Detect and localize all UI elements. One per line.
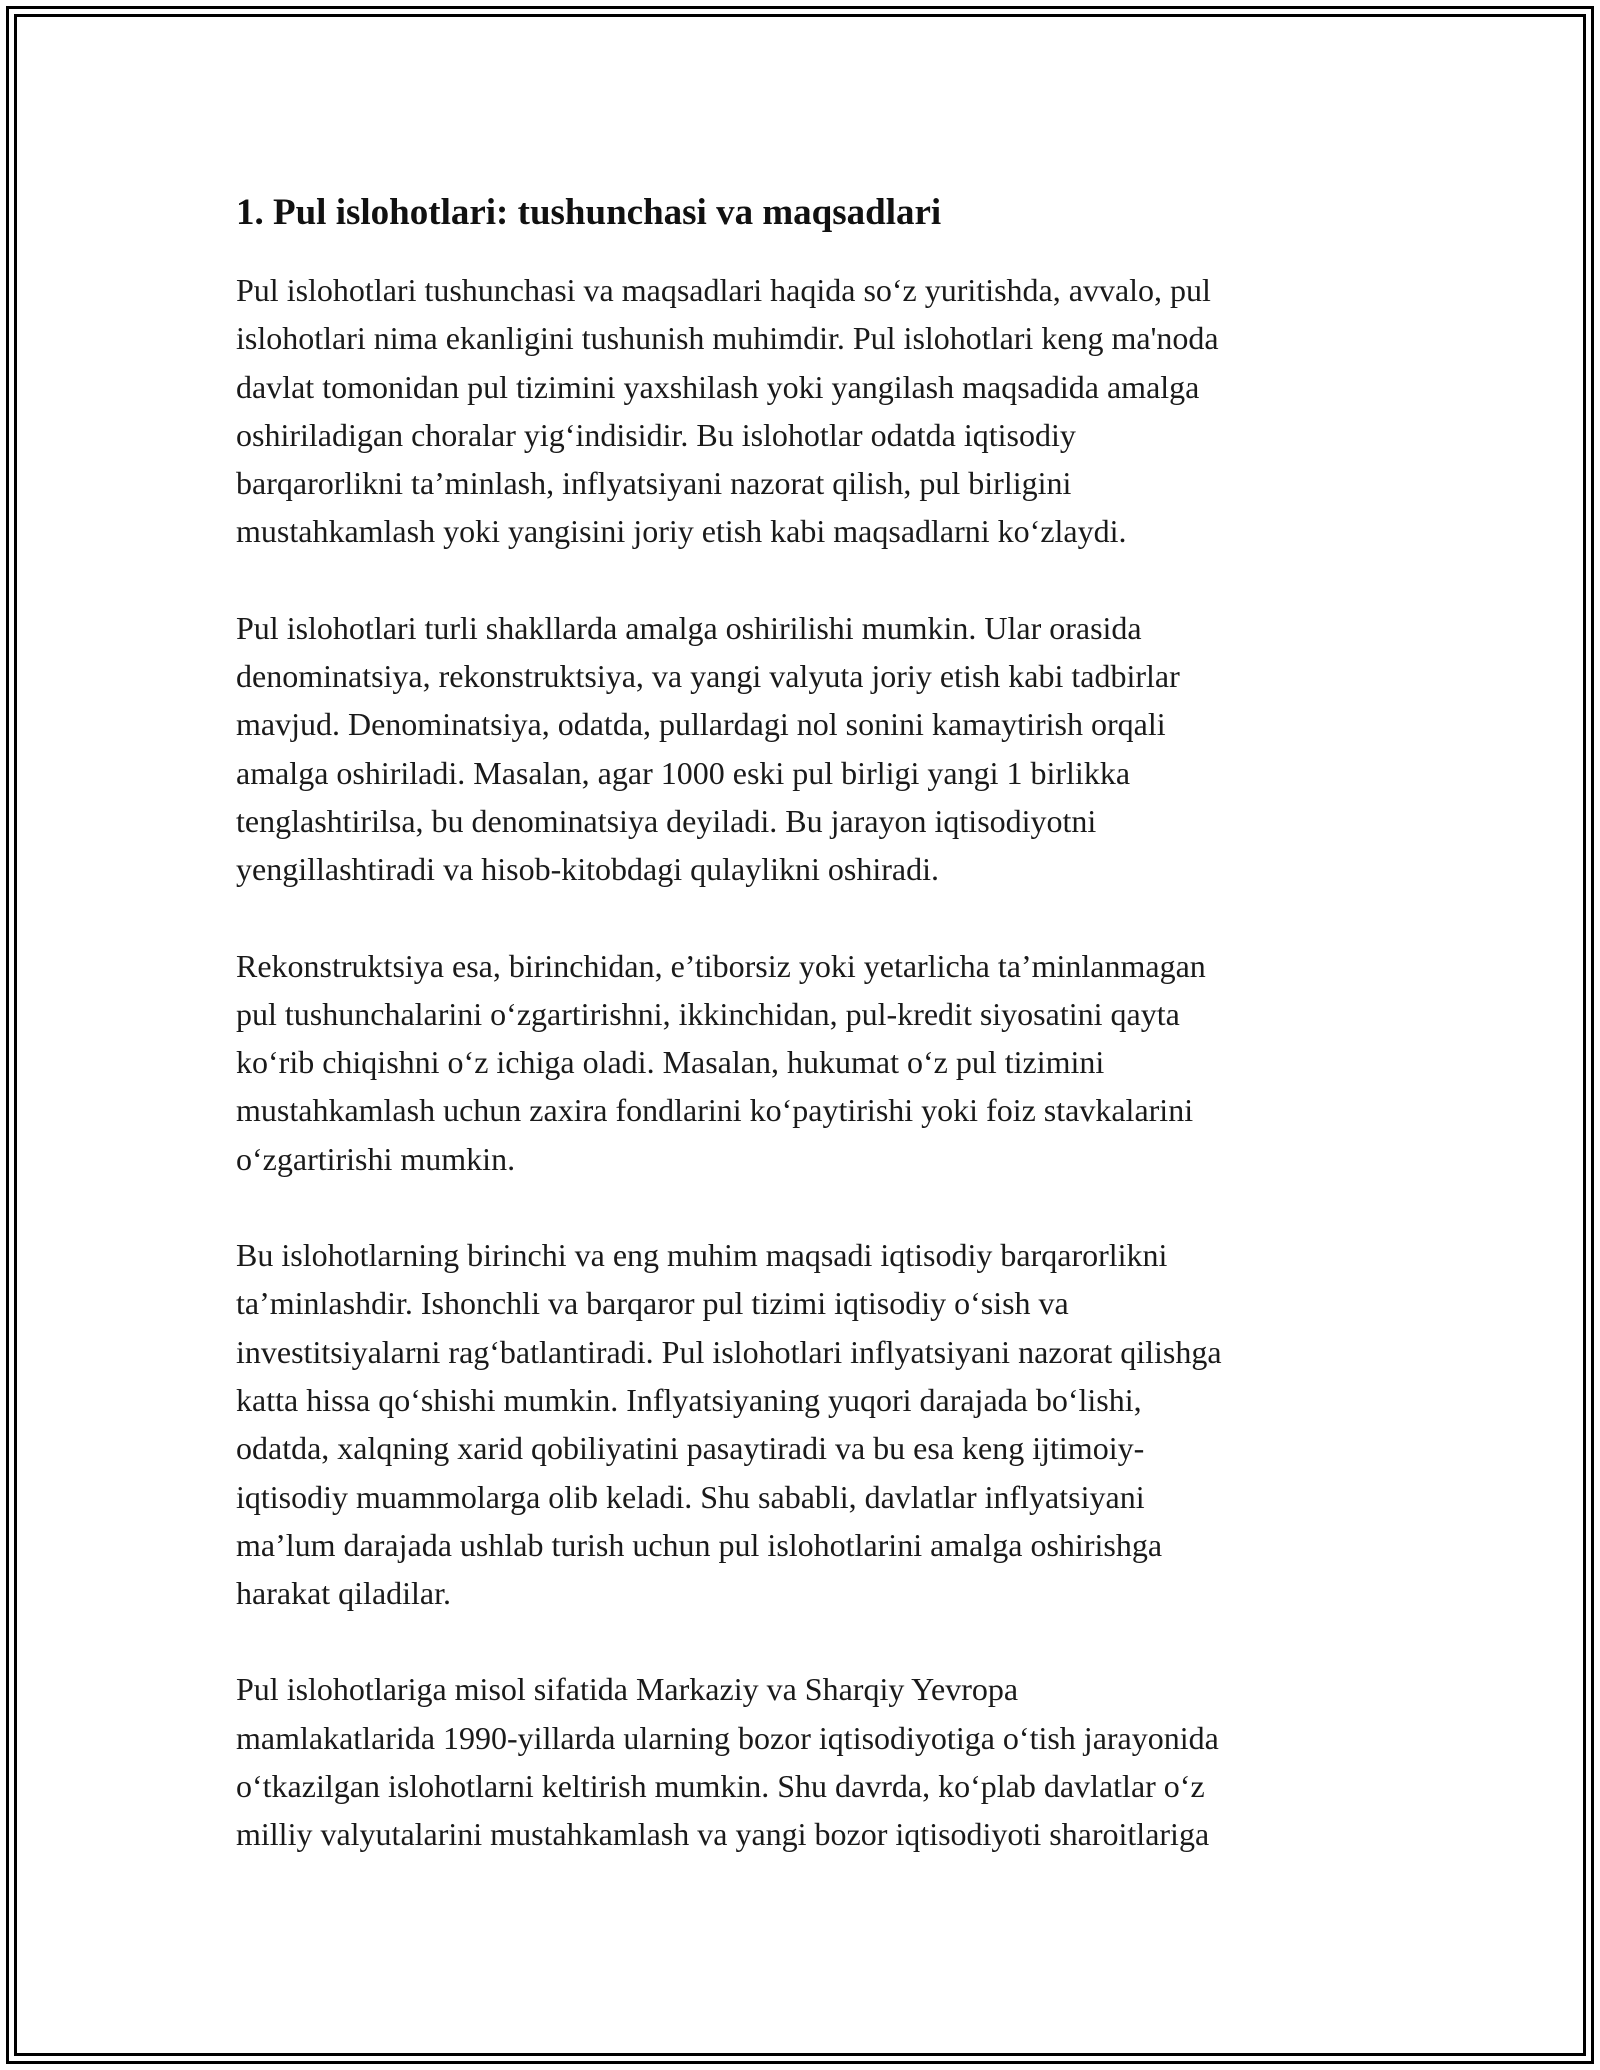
text-line: davlat tomonidan pul tizimini yaxshilash yoki yangilash maqsadida amalga — [236, 368, 1200, 405]
text-line: yengillashtiradi va hisob-kitobdagi qulaylikni oshiradi. — [236, 851, 939, 888]
text-line: mustahkamlash yoki yangisini joriy etish kabi maqsadlarni ko‘zlaydi. — [236, 513, 1127, 550]
text-line: milliy valyutalarini mustahkamlash va yangi bozor iqtisodiyoti sharoitlariga — [236, 1816, 1210, 1853]
paragraph-4 — [236, 1231, 1366, 1617]
text-line: ko‘rib chiqishni o‘z ichiga oladi. Masalan, hukumat o‘z pul tizimini — [236, 1044, 1105, 1081]
text-line: islohotlari nima ekanligini tushunish muhimdir. Pul islohotlari keng ma'noda — [236, 320, 1219, 357]
text-line: Pul islohotlariga misol sifatida Markaziy va Sharqiy Yevropa — [236, 1671, 1019, 1708]
text-line: Bu islohotlarning birinchi va eng muhim maqsadi iqtisodiy barqarorlikni — [236, 1237, 1168, 1274]
text-line: pul tushunchalarini o‘zgartirishni, ikkinchidan, pul-kredit siyosatini qayta — [236, 995, 1180, 1032]
text-line: ta’minlashdir. Ishonchli va barqaror pul tizimi iqtisodiy o‘sish va — [236, 1285, 1069, 1322]
text-line: o‘tkazilgan islohotlarni keltirish mumkin. Shu davrda, ko‘plab davlatlar o‘z — [236, 1768, 1205, 1805]
paragraph-2 — [236, 604, 1366, 894]
text-line: odatda, xalqning xarid qobiliyatini pasaytiradi va bu esa keng ijtimoiy- — [236, 1430, 1145, 1467]
text-line: amalga oshiriladi. Masalan, agar 1000 eski pul birligi yangi 1 birlikka — [236, 754, 1131, 791]
text-line: iqtisodiy muammolarga olib keladi. Shu sababli, davlatlar inflyatsiyani — [236, 1478, 1145, 1515]
text-line: barqarorlikni ta’minlash, inflyatsiyani nazorat qilish, pul birligini — [236, 465, 1072, 502]
text-line: Rekonstruktsiya esa, birinchidan, e’tiborsiz yoki yetarlicha ta’minlanmagan — [236, 947, 1206, 984]
document-body — [236, 186, 1366, 1907]
text-line: denominatsiya, rekonstruktsiya, va yangi valyuta joriy etish kabi tadbirlar — [236, 658, 1180, 695]
paragraph-5 — [236, 1665, 1366, 1858]
text-line: investitsiyalarni rag‘batlantiradi. Pul islohotlari inflyatsiyani nazorat qilishga — [236, 1333, 1222, 1370]
text-line: Pul islohotlari tushunchasi va maqsadlari haqida so‘z yuritishda, avvalo, pul — [236, 272, 1211, 308]
text-line: katta hissa qo‘shishi mumkin. Inflyatsiyaning yuqori darajada bo‘lishi, — [236, 1381, 1142, 1418]
text-line: ma’lum darajada ushlab turish uchun pul islohotlarini amalga oshirishga — [236, 1526, 1163, 1563]
text-line: harakat qiladilar. — [236, 1575, 452, 1612]
text-line: tenglashtirilsa, bu denominatsiya deyiladi. Bu jarayon iqtisodiyotni — [236, 802, 1097, 839]
text-line: o‘zgartirishi mumkin. — [236, 1140, 516, 1177]
text-line: mamlakatlarida 1990-yillarda ularning bozor iqtisodiyotiga o‘tish jarayonida — [236, 1719, 1219, 1756]
section-heading: 1. Pul islohotlari: tushunchasi va maqsadlari — [236, 192, 942, 233]
text-line: mustahkamlash uchun zaxira fondlarini ko‘paytirishi yoki foiz stavkalarini — [236, 1092, 1194, 1129]
text-line: oshiriladigan choralar yig‘indisidir. Bu islohotlar odatda iqtisodiy — [236, 416, 1076, 453]
paragraph-1 — [236, 266, 1366, 556]
text-line: mavjud. Denominatsiya, odatda, pullardagi nol sonini kamaytirish orqali — [236, 706, 1166, 743]
paragraph-3 — [236, 942, 1366, 1183]
text-line: Pul islohotlari turli shakllarda amalga oshirilishi mumkin. Ular orasida — [236, 609, 1142, 646]
